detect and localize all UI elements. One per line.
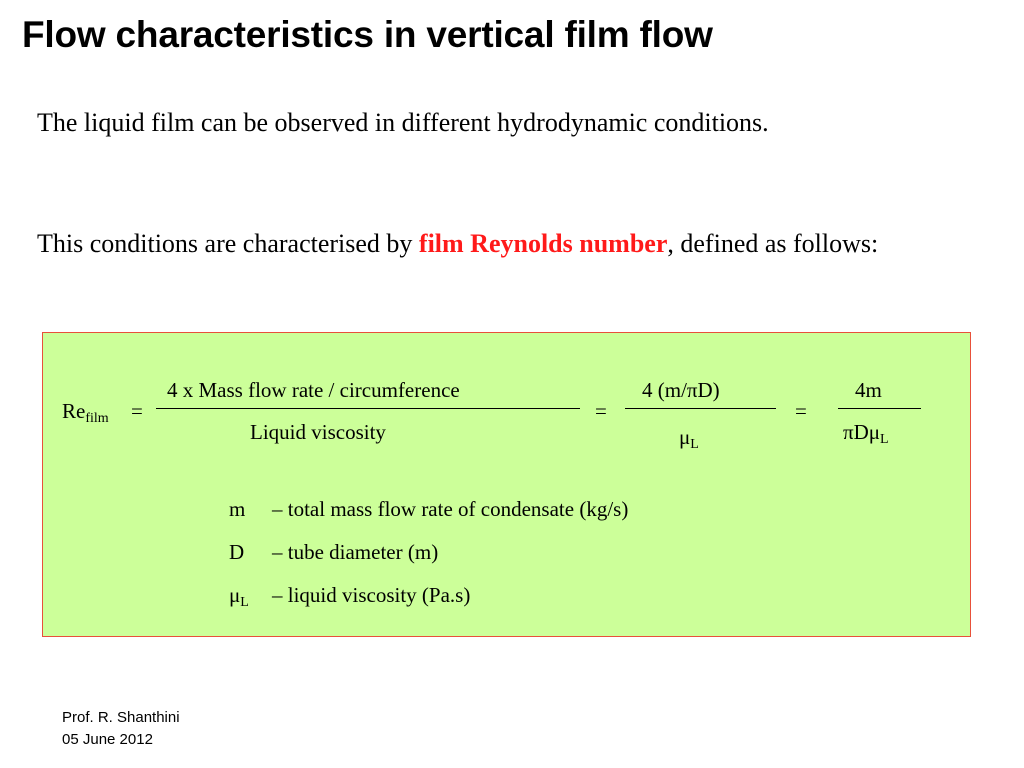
definition-text: – tube diameter (m) <box>272 540 439 564</box>
fraction2-numerator: 4 (m/πD) <box>642 378 720 402</box>
reynolds-text-after: , defined as follows: <box>667 229 879 258</box>
fraction1-bar <box>156 408 580 409</box>
fraction3-numerator: 4m <box>855 378 882 402</box>
fraction1-denominator: Liquid viscosity <box>250 420 386 444</box>
re-symbol: Re <box>62 399 86 423</box>
equals-sign-2: = <box>595 399 607 423</box>
fraction2-denominator <box>679 425 699 452</box>
intro-paragraph: The liquid film can be observed in different hydrodynamic conditions. <box>37 108 769 137</box>
reynolds-text-before: This conditions are characterised by <box>37 229 419 258</box>
footer-date: 05 June 2012 <box>62 731 153 748</box>
mu-subscript: L <box>690 437 699 452</box>
reynolds-paragraph <box>37 224 907 264</box>
fraction3-denominator <box>843 420 889 447</box>
equals-sign-3: = <box>795 399 807 423</box>
definition-text: – total mass flow rate of condensate (kg/s) <box>272 497 629 521</box>
fraction3-bar <box>838 408 921 409</box>
pi-d-mu-subscript: L <box>880 432 889 447</box>
definition-symbol: $\mu_L$ <box>229 583 249 610</box>
pi-d-mu-symbol: πDμ <box>843 420 881 444</box>
definition-symbol: D <box>229 540 245 564</box>
reynolds-highlight: film Reynolds number <box>418 229 668 258</box>
re-subscript: film <box>85 411 109 426</box>
equals-sign-1: = <box>131 399 143 423</box>
mu-symbol: μ <box>679 425 691 449</box>
fraction2-bar <box>625 408 776 409</box>
definition-symbol: m <box>229 497 246 521</box>
slide-title: Flow characteristics in vertical film flow <box>22 14 713 55</box>
fraction1-numerator: 4 x Mass flow rate / circumference <box>167 378 460 402</box>
footer-author: Prof. R. Shanthini <box>62 709 180 726</box>
formula-lhs <box>62 399 109 426</box>
definition-text: – liquid viscosity (Pa.s) <box>272 583 471 607</box>
formula-box <box>42 332 971 637</box>
